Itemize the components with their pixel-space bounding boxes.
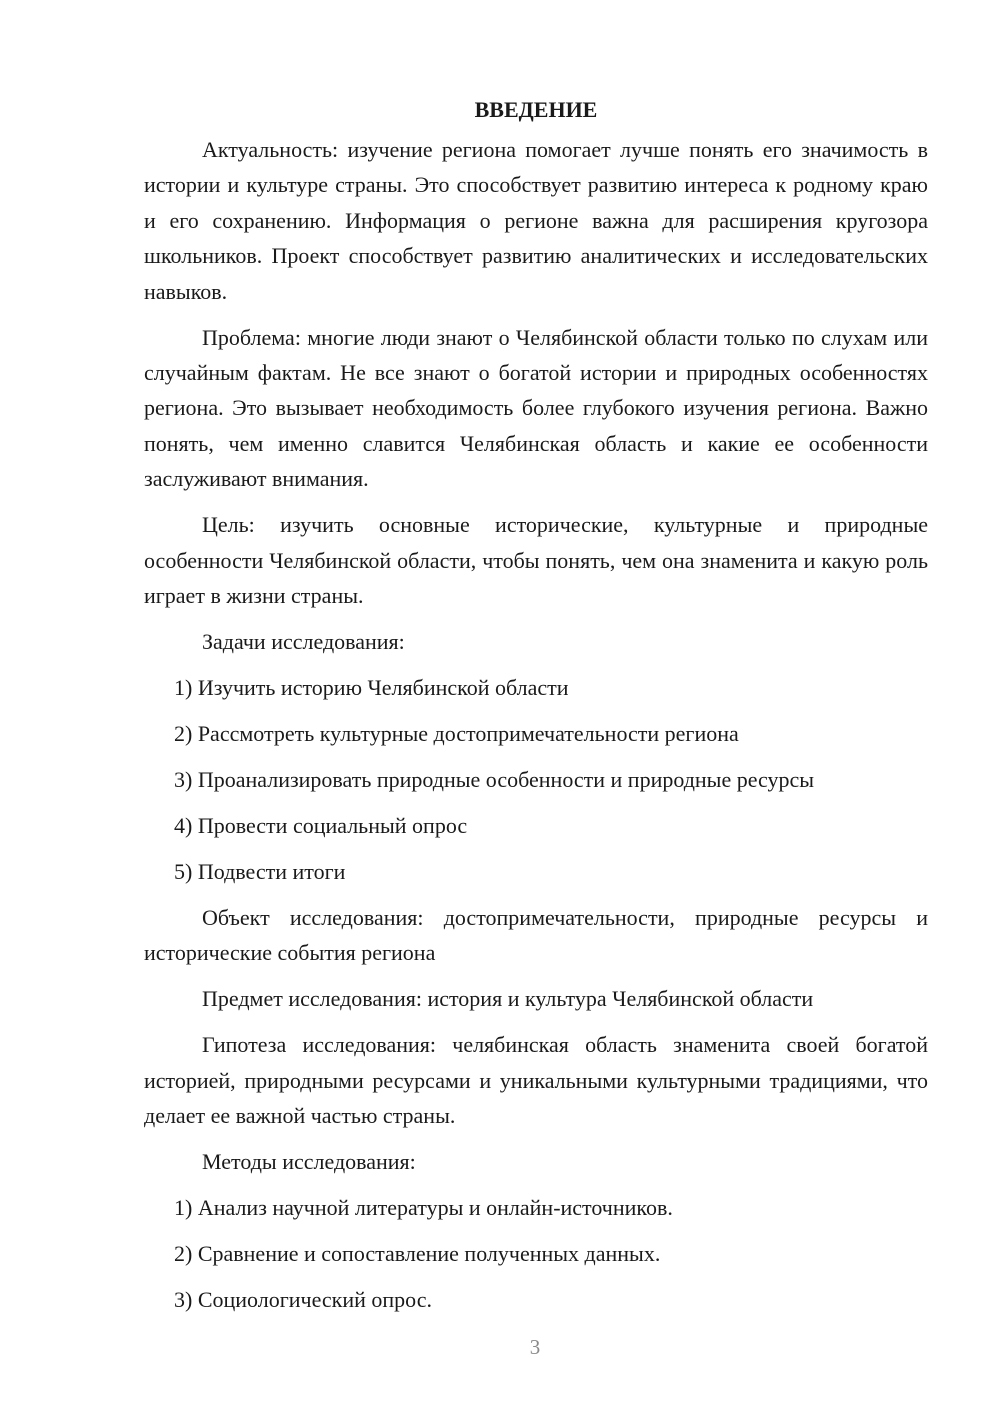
task-item: 4) Провести социальный опрос [174,813,468,839]
relevance-paragraph: Актуальность: изучение региона помогает лучше понять его значимость в истории и культуре страны. Это способствует развитию интереса к родному краю и его сохранению. Информация о регионе важна для расширения кругозора школьников. Проект способствует развитию аналитических и исследовательских навыков. [144,137,928,304]
methods-heading: Методы исследования: [202,1149,416,1175]
method-item: 2) Сравнение и сопоставление полученных данных. [174,1241,661,1267]
section-title: ВВЕДЕНИЕ [474,97,598,122]
method-item: 1) Анализ научной литературы и онлайн-источников. [174,1195,673,1221]
task-item: 3) Проанализировать природные особенности и природные ресурсы [174,767,815,793]
object-paragraph: Объект исследования: достопримечательности, природные ресурсы и исторические события региона [144,905,928,966]
page-number: 3 [529,1335,541,1359]
task-item: 5) Подвести итоги [174,859,346,885]
task-item: 2) Рассмотреть культурные достопримечательности региона [174,721,739,747]
tasks-heading: Задачи исследования: [202,629,405,655]
subject-paragraph: Предмет исследования: история и культура Челябинской области [202,986,814,1012]
problem-paragraph: Проблема: многие люди знают о Челябинской области только по слухам или случайным фактам. Не все знают о богатой истории и природных особенностях региона. Это вызывает необходимость более глубокого изучения региона. Важно понять, чем именно славится Челябинская область и какие ее особенности заслуживают внимания. [144,324,928,492]
task-item: 1) Изучить историю Челябинской области [174,675,569,701]
goal-paragraph: Цель: изучить основные исторические, культурные и природные особенности Челябинской области, чтобы понять, чем она знаменита и какую роль играет в жизни страны. [144,512,928,609]
method-item: 3) Социологический опрос. [174,1287,432,1313]
document-body [144,92,928,1328]
hypothesis-paragraph: Гипотеза исследования: челябинская область знаменита своей богатой историей, природными ресурсами и уникальными культурными традициями, что делает ее важной частью страны. [144,1032,928,1129]
